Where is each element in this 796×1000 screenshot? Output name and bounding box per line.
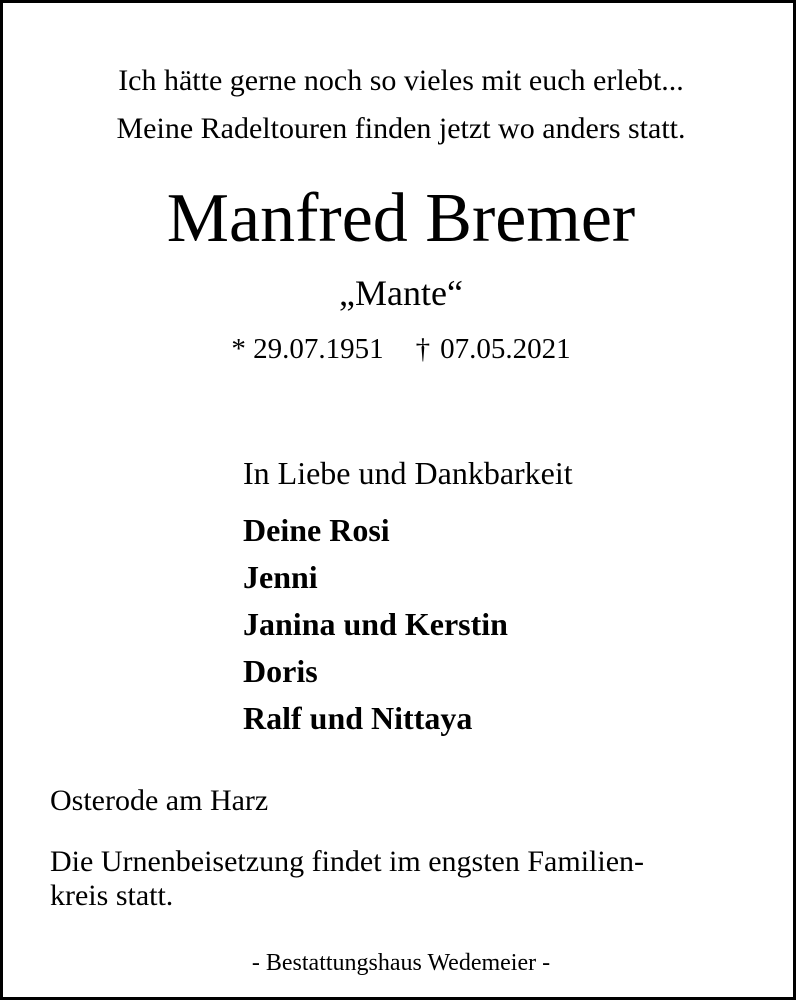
burial-note-line-2: kreis statt.	[50, 879, 174, 912]
intro-line-1: Ich hätte gerne noch so vieles mit euch erlebt...	[118, 64, 684, 97]
mourners-heading: In Liebe und Dankbarkeit	[243, 455, 573, 491]
undertaker: - Bestattungshaus Wedemeier -	[251, 950, 551, 976]
mourner-name: Deine Rosi	[243, 512, 390, 548]
mourner-name: Ralf und Nittaya	[243, 700, 473, 736]
cross-symbol: †	[415, 333, 431, 365]
burial-note	[50, 845, 770, 913]
mourner-name: Jenni	[243, 559, 318, 595]
birth-date: * 29.07.1951	[231, 333, 384, 365]
mourner-name: Janina und Kerstin	[243, 606, 508, 642]
mourner-name: Doris	[243, 653, 318, 689]
mourners-list	[243, 507, 508, 742]
deceased-name: Manfred Bremer	[166, 180, 636, 257]
deceased-nickname: „Mante“	[339, 273, 463, 313]
place: Osterode am Harz	[50, 784, 269, 817]
burial-note-line-1: Die Urnenbeisetzung findet im engsten Familien-	[50, 845, 645, 878]
death-date: 07.05.2021	[440, 333, 571, 365]
life-dates	[3, 331, 796, 367]
intro-line-2: Meine Radeltouren finden jetzt wo anders statt.	[116, 112, 686, 145]
